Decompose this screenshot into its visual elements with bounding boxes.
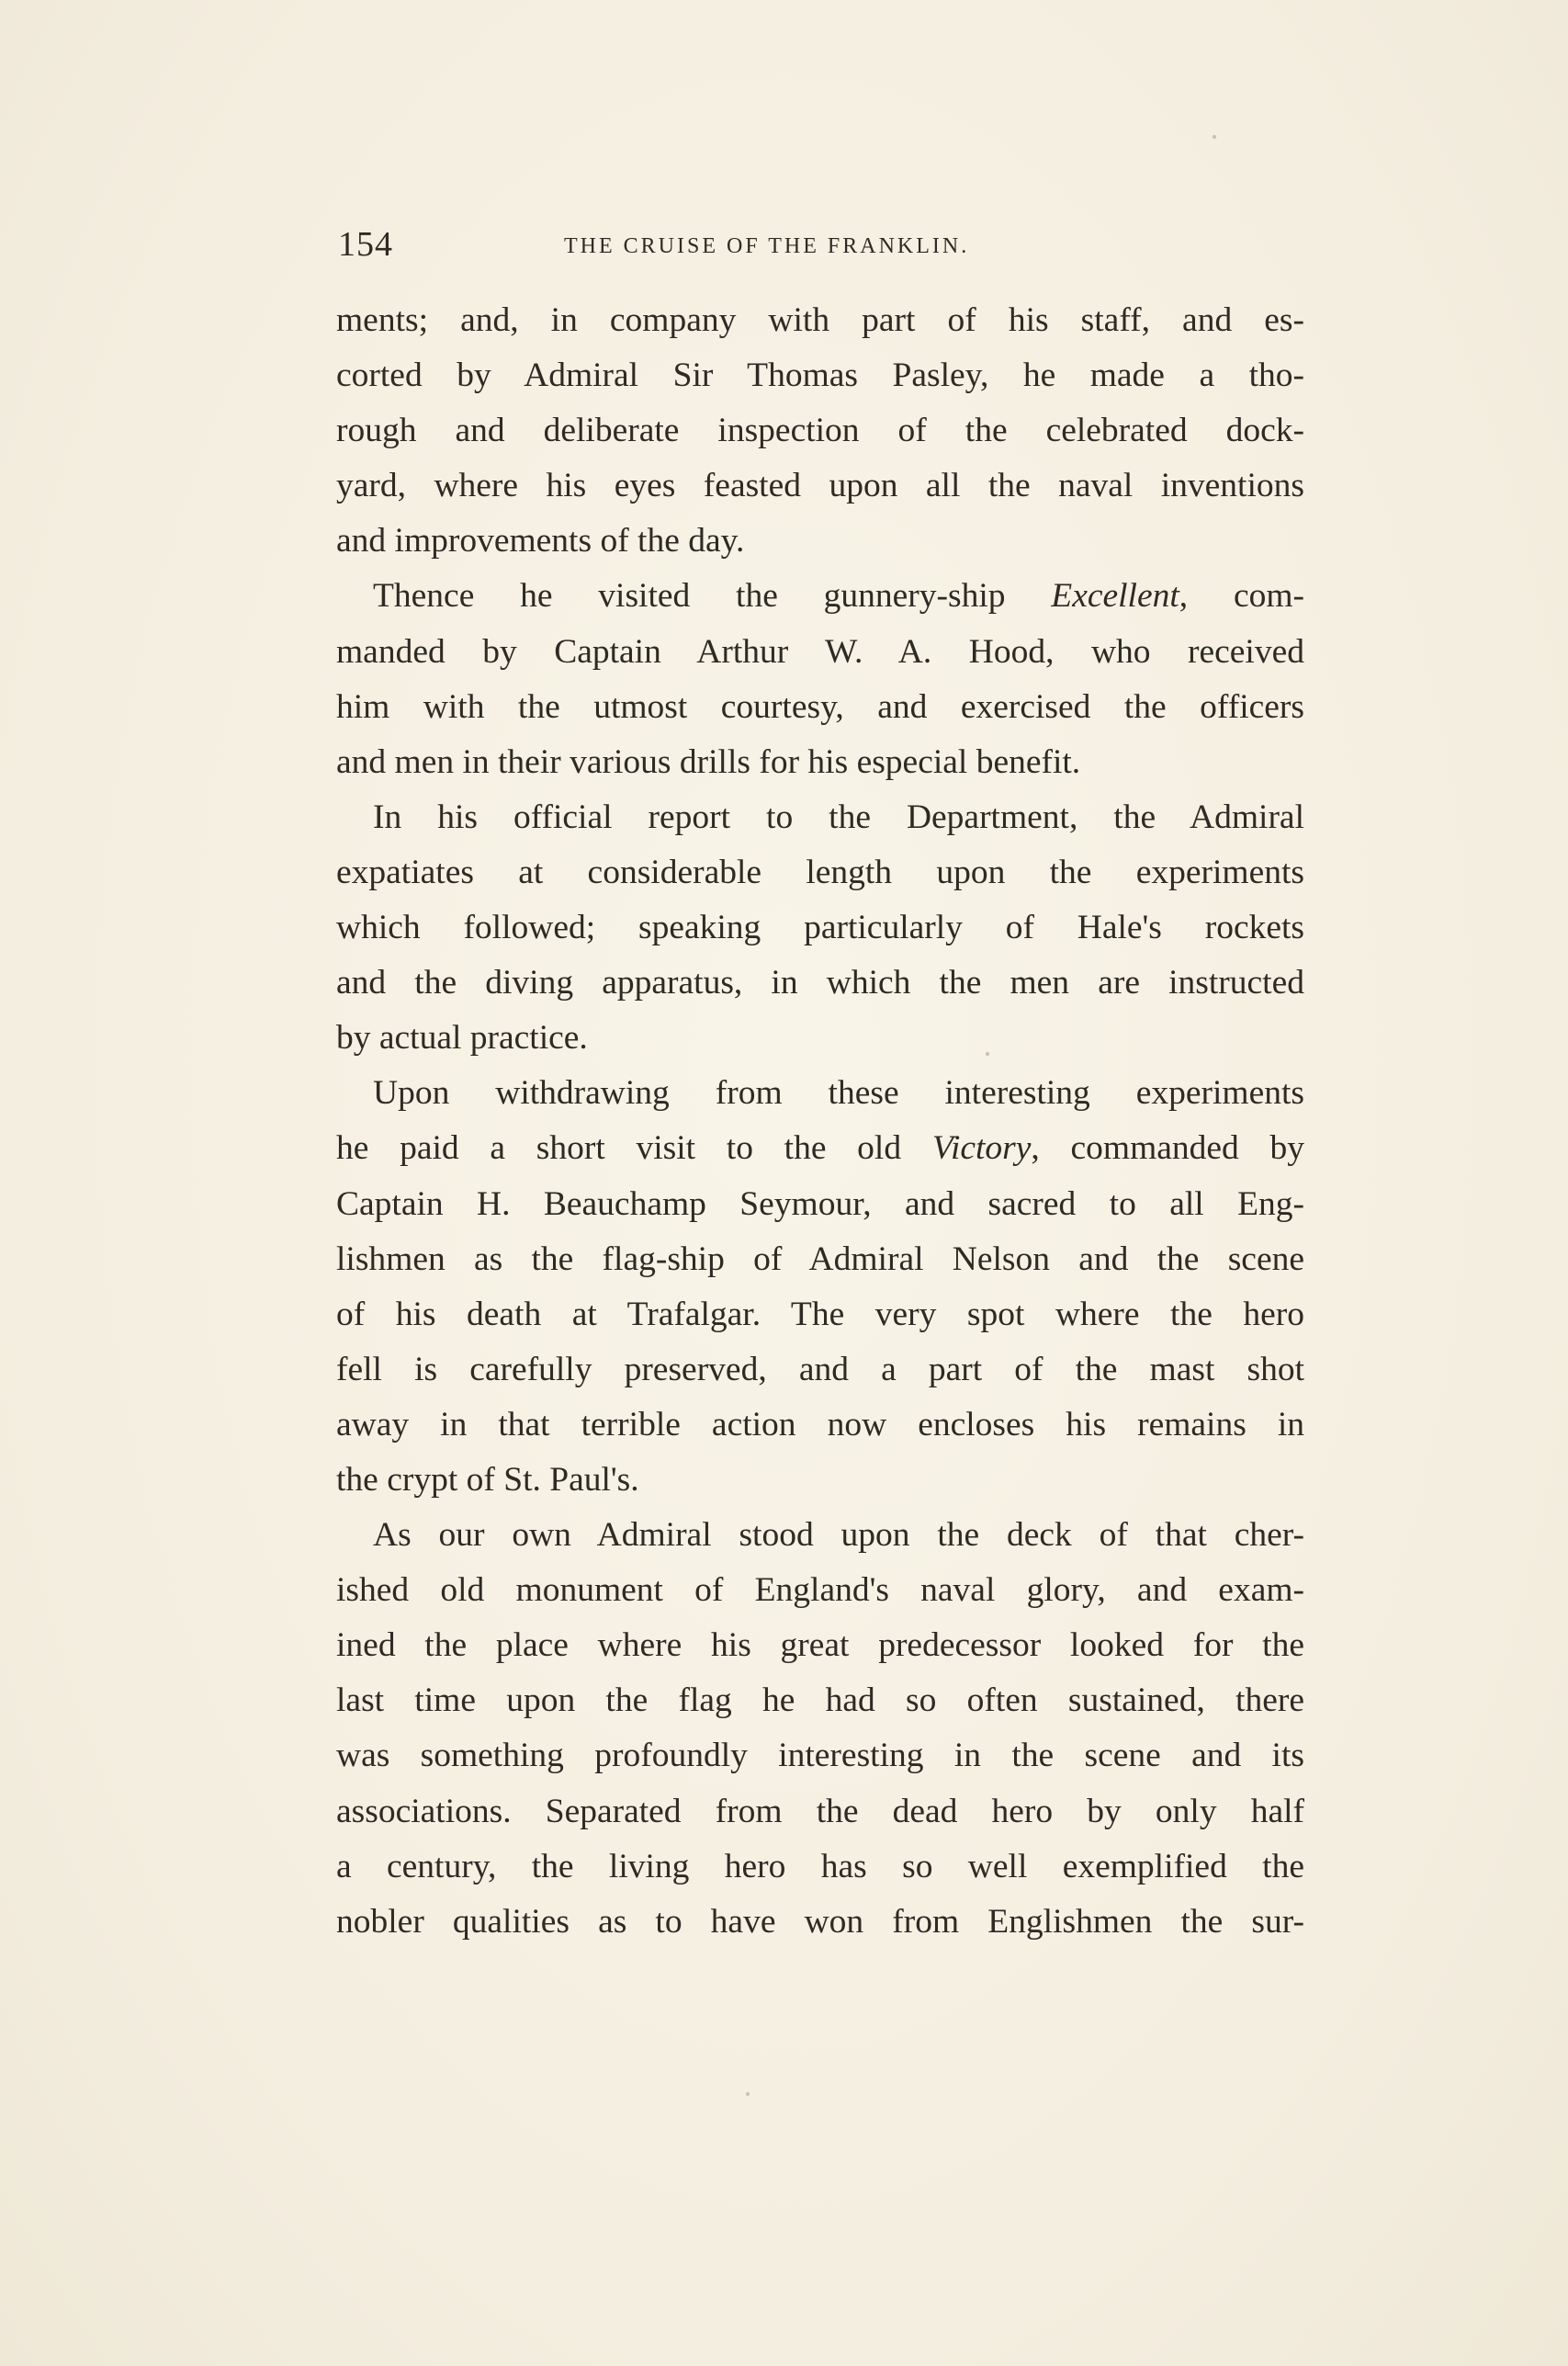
text-line: away in that terrible action now encloses his remains in	[336, 1405, 1304, 1443]
text-segment: , com-	[1179, 577, 1304, 616]
paper-speck	[746, 2092, 750, 2096]
ship-name-victory: Victory	[931, 1129, 1032, 1168]
text-line: manded by Captain Arthur W. A. Hood, who received	[336, 632, 1304, 671]
text-line: ished old monument of England's naval glory, and exam-	[336, 1571, 1304, 1610]
text-line: a century, the living hero has so well exemplified the	[336, 1847, 1304, 1885]
text-line: last time upon the flag he had so often sustained, there	[336, 1681, 1304, 1720]
text-line	[336, 1121, 1304, 1176]
text-line: fell is carefully preserved, and a part of the mast shot	[336, 1350, 1304, 1388]
ship-name-excellent: Excellent	[1051, 577, 1179, 616]
text-line: lishmen as the flag-ship of Admiral Nelson and the scene	[336, 1240, 1304, 1278]
running-head: THE CRUISE OF THE FRANKLIN.	[564, 234, 970, 258]
text-segment: he paid a short visit to the old	[336, 1129, 902, 1168]
page-number: 154	[338, 225, 393, 264]
text-segment: Thence he visited the gunnery-ship	[373, 577, 1006, 616]
text-line: rough and deliberate inspection of the celebrated dock-	[336, 412, 1304, 450]
text-line: and men in their various drills for his especial benefit.	[336, 742, 1081, 781]
text-line: In his official report to the Department, the Admiral	[373, 798, 1304, 836]
text-line	[336, 569, 1304, 624]
text-line: the crypt of St. Paul's.	[336, 1460, 639, 1499]
text-line: ments; and, in company with part of his staff, and es-	[336, 301, 1304, 339]
text-segment: , commanded by	[1031, 1129, 1304, 1168]
text-line: which followed; speaking particularly of Hale's rockets	[336, 909, 1304, 947]
text-line: Upon withdrawing from these interesting experiments	[373, 1074, 1304, 1113]
paper-speck	[1213, 135, 1216, 139]
paper-speck	[986, 1052, 989, 1056]
text-line: nobler qualities as to have won from Englishmen the sur-	[336, 1902, 1304, 1941]
page-header	[338, 221, 1303, 268]
text-line: by actual practice.	[336, 1019, 588, 1058]
text-line: and improvements of the day.	[336, 522, 745, 560]
text-line: expatiates at considerable length upon the experiments	[336, 853, 1304, 891]
text-line: yard, where his eyes feasted upon all the naval inventions	[336, 467, 1304, 505]
text-line: corted by Admiral Sir Thomas Pasley, he made a tho-	[336, 357, 1304, 395]
text-line: Captain H. Beauchamp Seymour, and sacred to all Eng-	[336, 1184, 1304, 1223]
text-line: associations. Separated from the dead hero by only half	[336, 1792, 1304, 1830]
text-line: him with the utmost courtesy, and exercised the officers	[336, 687, 1304, 726]
body-text	[336, 293, 1304, 1950]
text-line: and the diving apparatus, in which the men are instructed	[336, 964, 1304, 1002]
text-line: was something profoundly interesting in the scene and its	[336, 1737, 1304, 1775]
text-line: As our own Admiral stood upon the deck of that cher-	[373, 1516, 1304, 1555]
text-line: of his death at Trafalgar. The very spot where the hero	[336, 1295, 1304, 1333]
text-line: ined the place where his great predecessor looked for the	[336, 1626, 1304, 1665]
